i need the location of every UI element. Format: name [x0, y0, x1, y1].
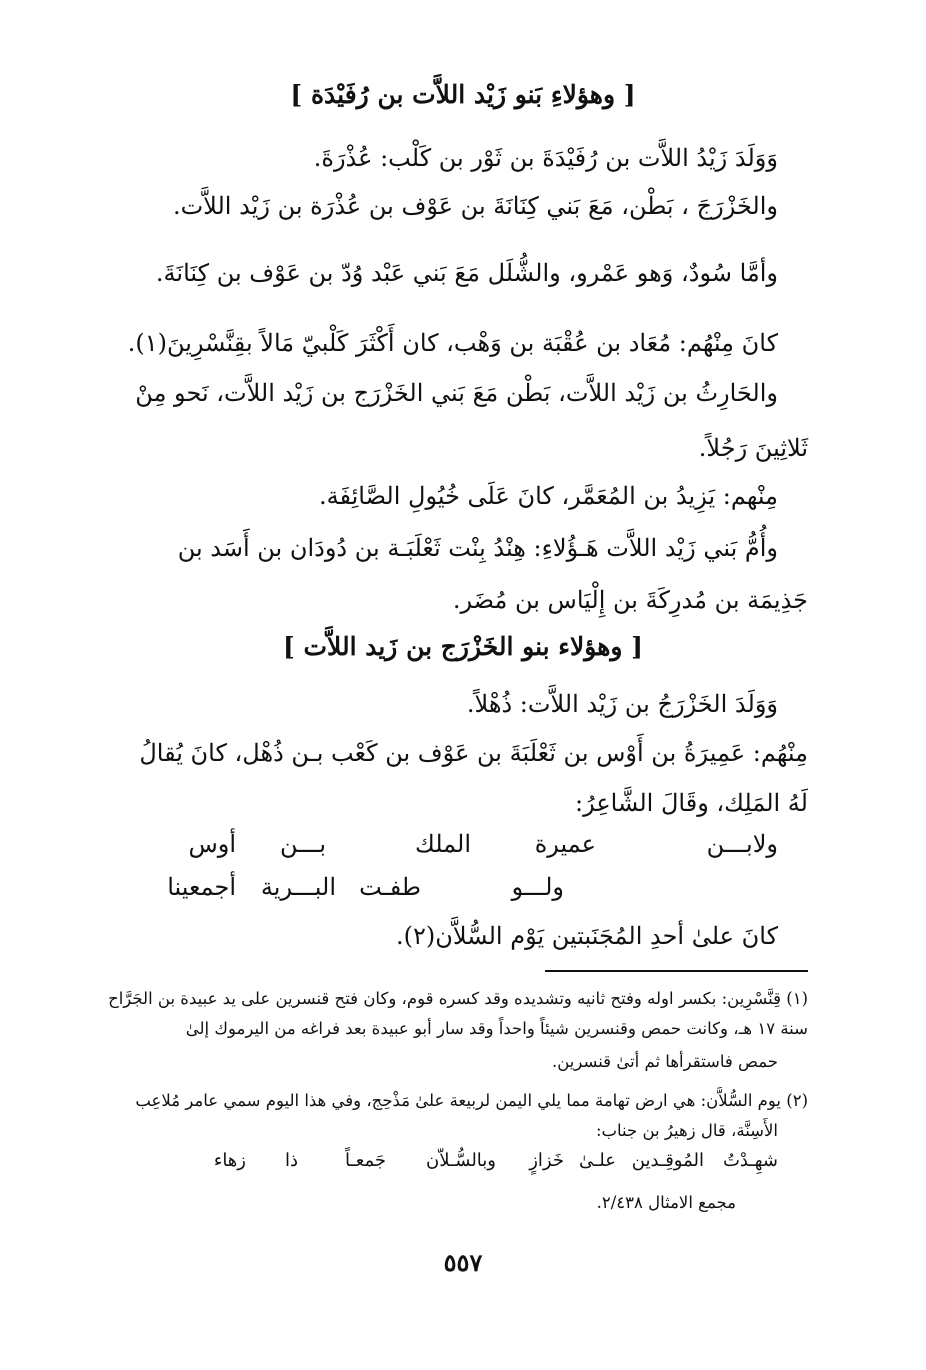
verse-word: شهِـدْتُ — [722, 1150, 778, 1171]
poem-word: ولـــو — [511, 873, 564, 901]
footnote-line: (٢) يوم السُّلاَّن: هي ارض تهامة مما يلي اليمن لربيعة علىٰ مَذْحِج، وفي هذا اليوم سمي عامر مُلاعِب — [135, 1091, 808, 1110]
footnote-verse — [0, 1150, 926, 1178]
footnote-line: الأَسِنَّة، قال زهيرُ بن جناب: — [595, 1121, 778, 1140]
verse-word: زهاء — [213, 1150, 246, 1171]
poem-line-1 — [0, 830, 926, 866]
poem-word: أجمعينا — [167, 873, 236, 901]
text-line: مِنْهُم: عَمِيرَةُ بن أَوْس بن ثَعْلَبَةَ بن عَوْف بن كَعْب بـن ذُهْل، كانَ يُقالُ — [139, 739, 808, 767]
text-line: كانَ مِنْهُم: مُعَاد بن عُقْبَة بن وَهْب، كان أَكْثَرَ كَلْبيّ مَالاً بقِنَّسْرِينَ(١). — [127, 329, 778, 357]
footnote-source: مجمع الامثال ٢/٤٣٨. — [596, 1193, 736, 1212]
text-line: والخَزْرَجَ ، بَطْن، مَعَ بَني كِنَانَةَ بن عَوْف بن عُذْرَة بن زَيْد اللاَّت. — [172, 192, 778, 220]
verse-word: وبالسُّـلاّن — [426, 1150, 496, 1171]
poem-line-2 — [0, 873, 926, 909]
verse-word: جَمعـاً — [345, 1150, 386, 1171]
poem-word: الملك — [414, 830, 471, 858]
page-number: ٥٥٧ — [443, 1248, 483, 1277]
text-line: جَذِيمَة بن مُدرِكَةَ بن إِلْيَاس بن مُضَر. — [452, 586, 808, 614]
verse-word: ذا — [284, 1150, 298, 1171]
text-line: وأُمُّ بَني زَيْد اللاَّت هَـؤُلاءِ: هِنْدُ بِنْت ثَعْلَبَـة بن دُودَان بن أَسَد بن — [177, 534, 778, 562]
text-line: مِنْهم: يَزِيدُ بن المُعَمَّر، كانَ عَلَى خُيُولِ الصَّائِفَة. — [318, 482, 778, 510]
section-heading-zayd-allat: [ وهؤلاءِ بَنو زَيْد اللاَّت بن رُفَيْدَة ] — [290, 80, 636, 109]
text-line: والحَارِثُ بن زَيْد اللاَّت، بَطْن مَعَ بَني الخَزْرَج بن زَيْد اللاَّت، نَحو مِنْ — [135, 379, 778, 407]
footnote-line: حمص فاستقرأها ثم أتىٰ قنسرين. — [551, 1052, 778, 1071]
poem-word: عميرة — [534, 830, 596, 858]
verse-word: خَزازٍ — [529, 1150, 564, 1171]
poem-word: بـــن — [279, 830, 326, 858]
footnote-line: سنة ١٧ هـ، وكانت حمص وقنسرين شيئاً واحداً وقد سار أبو عبيدة بعد فراغه من اليرموك إلىٰ — [185, 1019, 808, 1038]
text-line: كانَ علىٰ أحدِ المُجَنَبتين يَوْم السُّلاَّن(٢). — [396, 922, 778, 950]
footnote-separator — [545, 970, 808, 972]
text-line: وَوَلَدَ زَيْدُ اللاَّت بن رُفَيْدَةَ بن ثَوْر بن كَلْب: عُذْرَةَ. — [313, 144, 778, 172]
poem-word: البـــرية — [260, 873, 336, 901]
text-line: لَهُ المَلِك، وقَالَ الشَّاعِرُ: — [574, 789, 808, 817]
section-heading-khazraj: [ وهؤلاء بنو الخَزْرَج بن زَيد اللاَّت ] — [282, 632, 644, 661]
poem-word: طفـت — [359, 873, 421, 901]
verse-word: علـىٰ — [579, 1150, 616, 1171]
footnote-line: (١) قِنَّسْرِين: بكسر اوله وفتح ثانيه وتشديده وقد كسره قوم، وكان فتح قنسرين على يد عبيدة بن الجَرَّاح — [108, 989, 808, 1008]
verse-word: المُوقِـدين — [631, 1150, 704, 1171]
text-line: وَوَلَدَ الخَزْرَجُ بن زَيْد اللاَّت: ذُهْلاً. — [466, 690, 778, 718]
text-line: وأمَّا سُودٌ، وَهو عَمْرو، والشُّلَل مَعَ بَني عَبْد وُدّ بن عَوْف بن كِنَانَةَ. — [155, 259, 778, 287]
poem-word: أوس — [188, 830, 236, 858]
text-line: ثَلاثِينَ رَجُلاً. — [698, 434, 808, 462]
poem-word: ولابـــن — [706, 830, 778, 858]
